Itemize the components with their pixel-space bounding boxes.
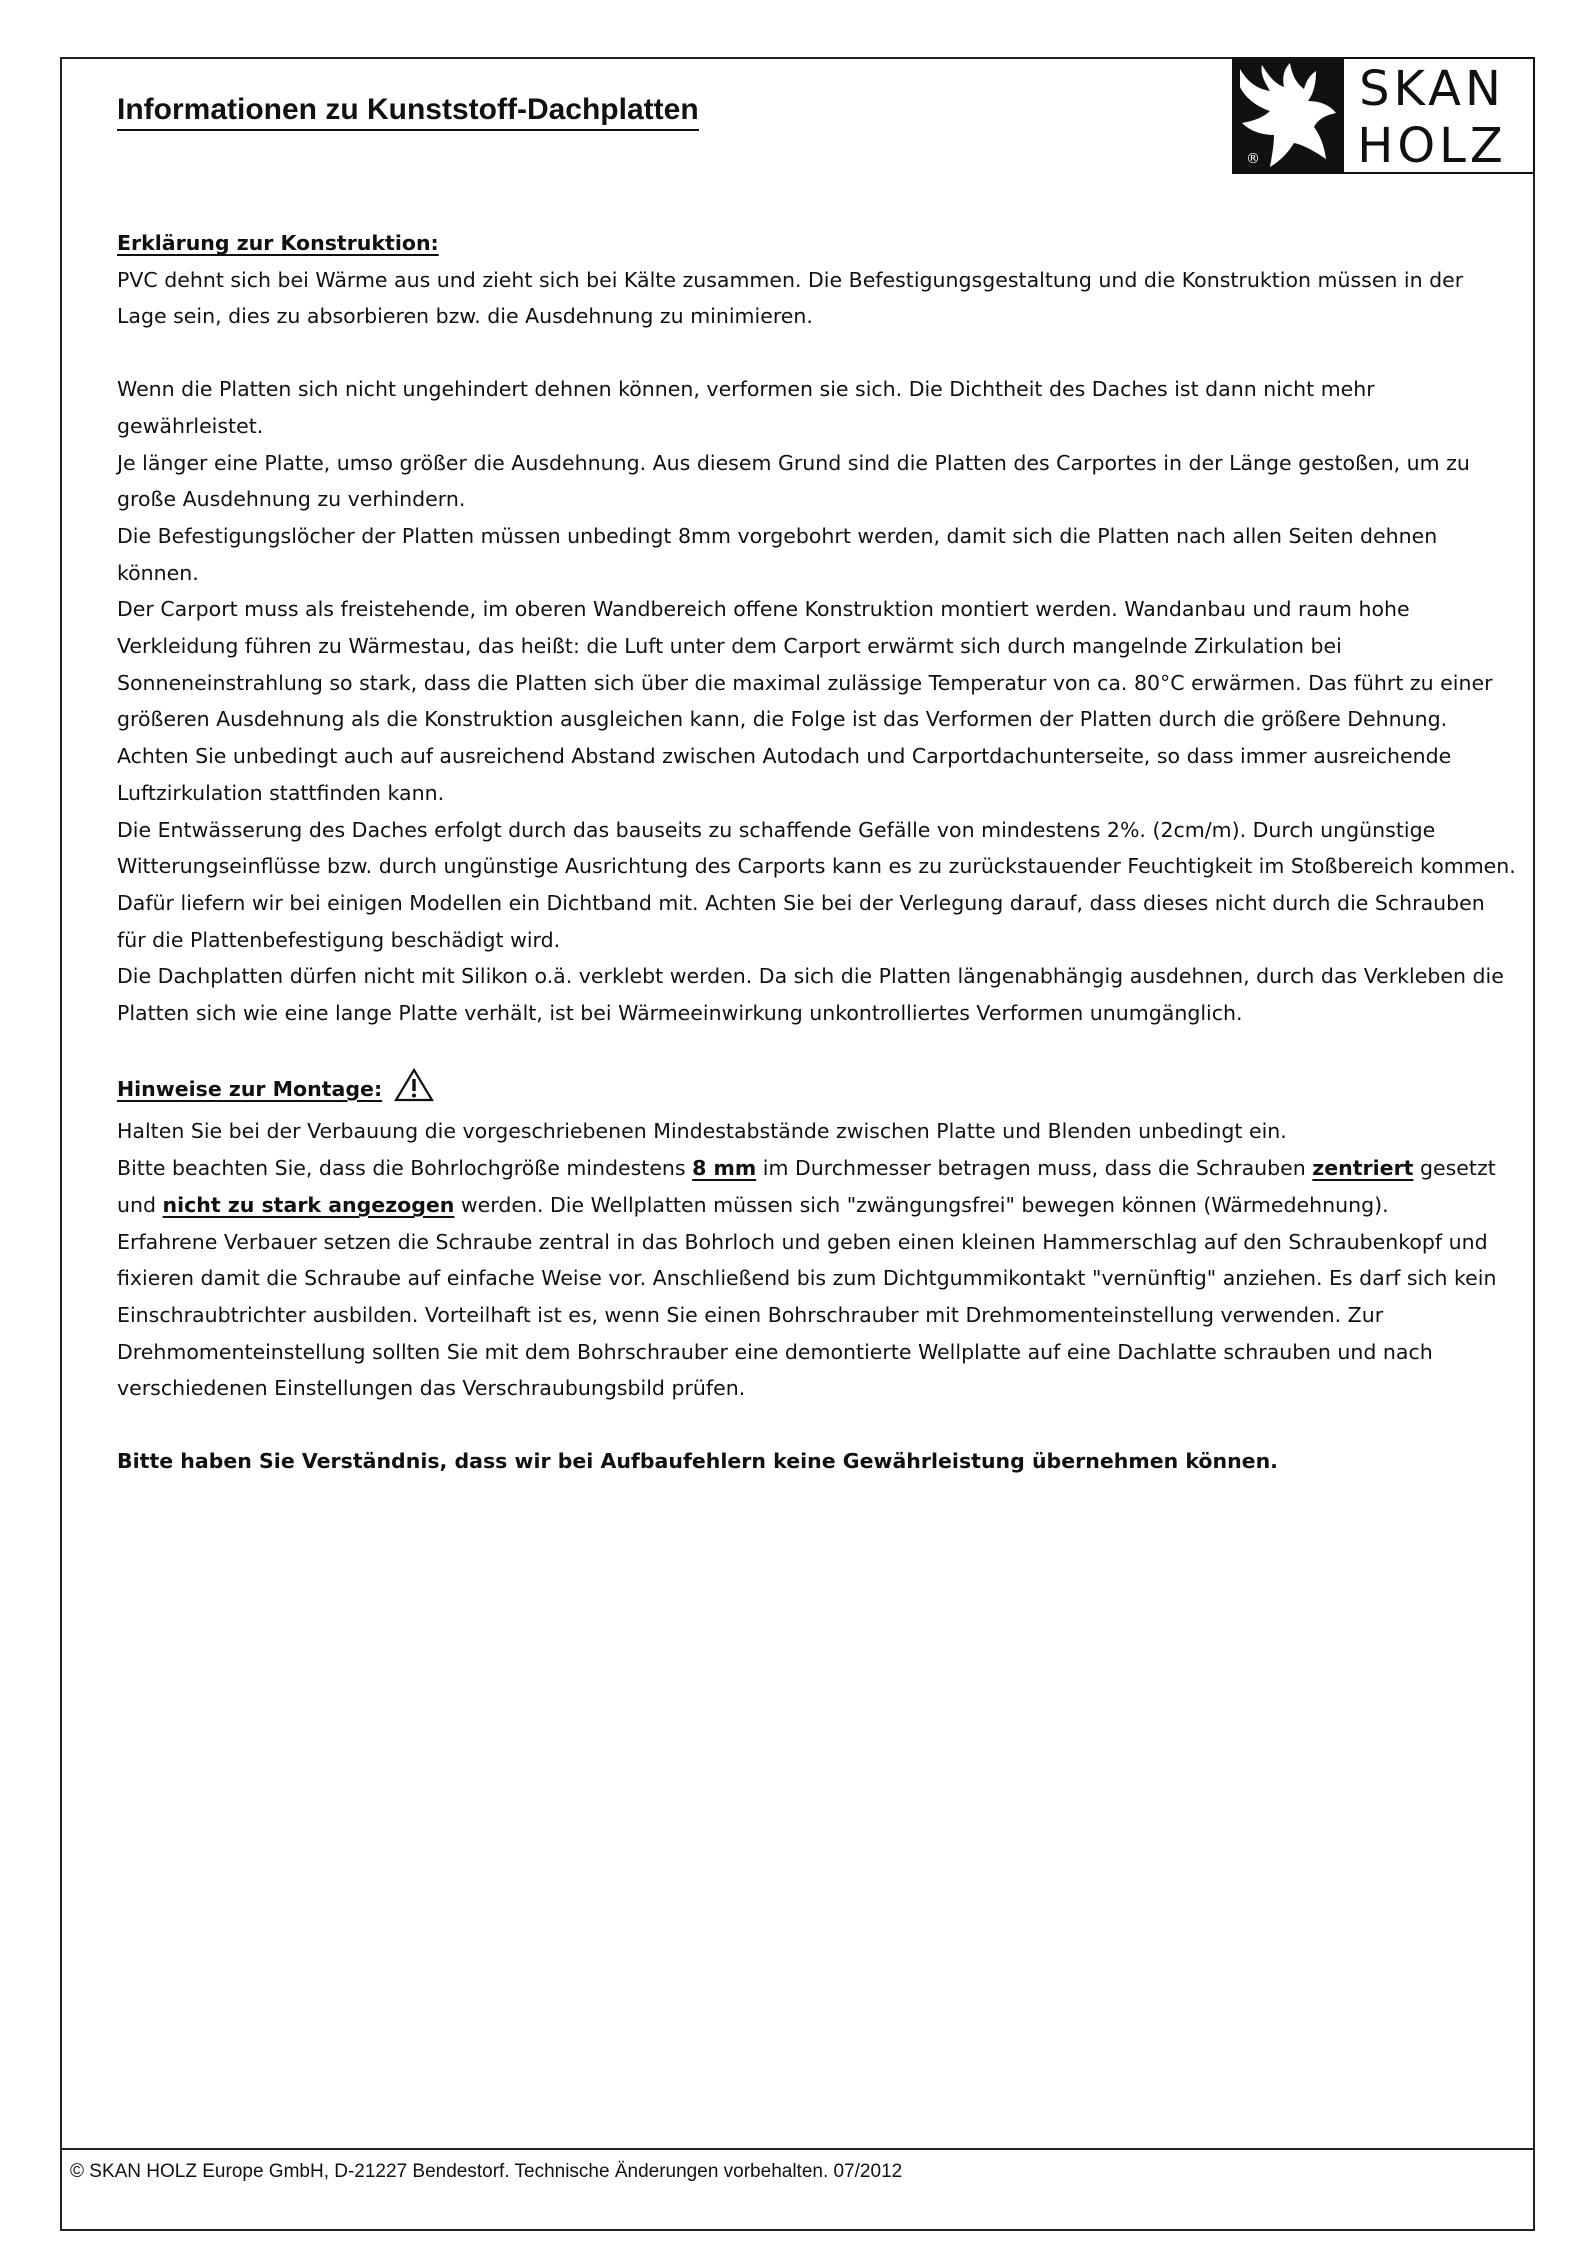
assembly-paragraph: Halten Sie bei der Verbauung die vorgeschriebenen Mindestabstände zwischen Platte und Blenden unbedingt ein. [117,1119,1287,1144]
assembly-paragraph: Erfahrene Verbauer setzen die Schraube zentral in das Bohrloch und geben einen kleinen Hammerschlag auf den Schraubenkopf und fixieren damit die Schraube auf einfache Weise vor. Anschließend bis zum Dichtgummikontakt "vernünftig" anziehen. Es darf sich kein Einschraubtrichter ausbilden. Vorteilhaft ist es, wenn Sie einen Bohrschrauber mit Drehmomenteinstellung verwenden. Zur Drehmomenteinstellung sollten Sie mit dem Bohrschrauber eine demontierte Wellplatte auf eine Dachlatte schrauben und nach verschiedenen Einstellungen das Verschraubungsbild prüfen. [117,1229,1497,1401]
assembly-heading-row [117,1068,1517,1114]
construction-paragraph: Die Entwässerung des Daches erfolgt durch das bauseits zu schaffende Gefälle von mindestens 2%. (2cm/m). Durch ungünstige Witterungseinflüsse bzw. durch ungünstige Ausrichtung des Carports kann es zu zurückstauender Feuchtigkeit im Stoßbereich kommen. Dafür liefern wir bei einigen Modellen ein Dichtband mit. Achten Sie bei der Verlegung darauf, dass dieses nicht durch die Schrauben für die Plattenbefestigung beschädigt wird. [117,817,1516,952]
logo-word-holz: HOLZ [1357,118,1507,172]
construction-paragraph: Der Carport muss als freistehende, im oberen Wandbereich offene Konstruktion montiert werden. Wandanbau und raum hohe Verkleidung führen zu Wärmestau, das heißt: die Luft unter dem Carport erwärmt sich durch mangelnde Zirkulation bei Sonneneinstrahlung so stark, dass die Platten sich über die maximal zulässige Temperatur von ca. 80°C erwärmen. Das führt zu einer größeren Ausdehnung als die Konstruktion ausgleichen kann, die Folge ist das Verformen der Platten durch die größere Dehnung. [117,597,1493,732]
emphasis-not-too-tight: nicht zu stark angezogen [162,1192,455,1217]
footer-divider [60,2148,1535,2150]
construction-paragraph: PVC dehnt sich bei Wärme aus und zieht sich bei Kälte zusammen. Die Befestigungsgestaltung und die Konstruktion müssen in der Lage sein, dies zu absorbieren bzw. die Ausdehnung zu minimieren. [117,267,1464,329]
logo-word-skan: SKAN [1359,61,1505,117]
construction-paragraph: Die Befestigungslöcher der Platten müssen unbedingt 8mm vorgebohrt werden, damit sich die Platten nach allen Seiten dehnen können. [117,523,1438,585]
construction-paragraph: Die Dachplatten dürfen nicht mit Silikon o.ä. verklebt werden. Da sich die Platten längenabhängig ausdehnen, durch das Verkleben die Platten sich wie eine lange Platte verhält, ist bei Wärmeeinwirkung unkontrolliertes Verformen unumgänglich. [117,964,1504,1026]
moose-logo-icon [1234,59,1533,172]
svg-text:®: ® [1246,151,1260,167]
construction-heading: Erklärung zur Konstruktion: [117,231,439,255]
skan-holz-logo [1232,57,1535,174]
emphasis-zentriert: zentriert [1312,1156,1414,1181]
construction-paragraph: Achten Sie unbedingt auch auf ausreichend Abstand zwischen Autodach und Carportdachunterseite, so dass immer ausreichende Luftzirkulation stattfinden kann. [117,744,1452,805]
emphasis-8mm: 8 mm [692,1156,757,1181]
construction-paragraph: Je länger eine Platte, umso größer die Ausdehnung. Aus diesem Grund sind die Platten des Carportes in der Länge gestoßen, um zu große Ausdehnung zu verhindern. [117,450,1470,512]
page-title: Informationen zu Kunststoff-Dachplatten [117,92,699,131]
warning-triangle-icon [394,1068,434,1114]
closing-statement: Bitte haben Sie Verständnis, dass wir bei Aufbaufehlern keine Gewährleistung übernehmen können. [117,1449,1278,1474]
document-body [117,225,1517,1480]
assembly-heading: Hinweise zur Montage: [117,1076,383,1101]
footer-copyright: © SKAN HOLZ Europe GmbH, D-21227 Bendestorf. Technische Änderungen vorbehalten. 07/2012 [70,2161,903,2182]
construction-paragraph: Wenn die Platten sich nicht ungehindert dehnen können, verformen sie sich. Die Dichtheit des Daches ist dann nicht mehr gewährleistet. [117,377,1375,438]
assembly-paragraph: Bitte beachten Sie, dass die Bohrlochgröße mindestens 8 mm im Durchmesser betragen muss, dass die Schrauben zentriert gesetzt und nicht zu stark angezogen werden. Die Wellplatten müssen sich "zwängungsfrei" bewegen können (Wärmedehnung). [117,1156,1496,1217]
